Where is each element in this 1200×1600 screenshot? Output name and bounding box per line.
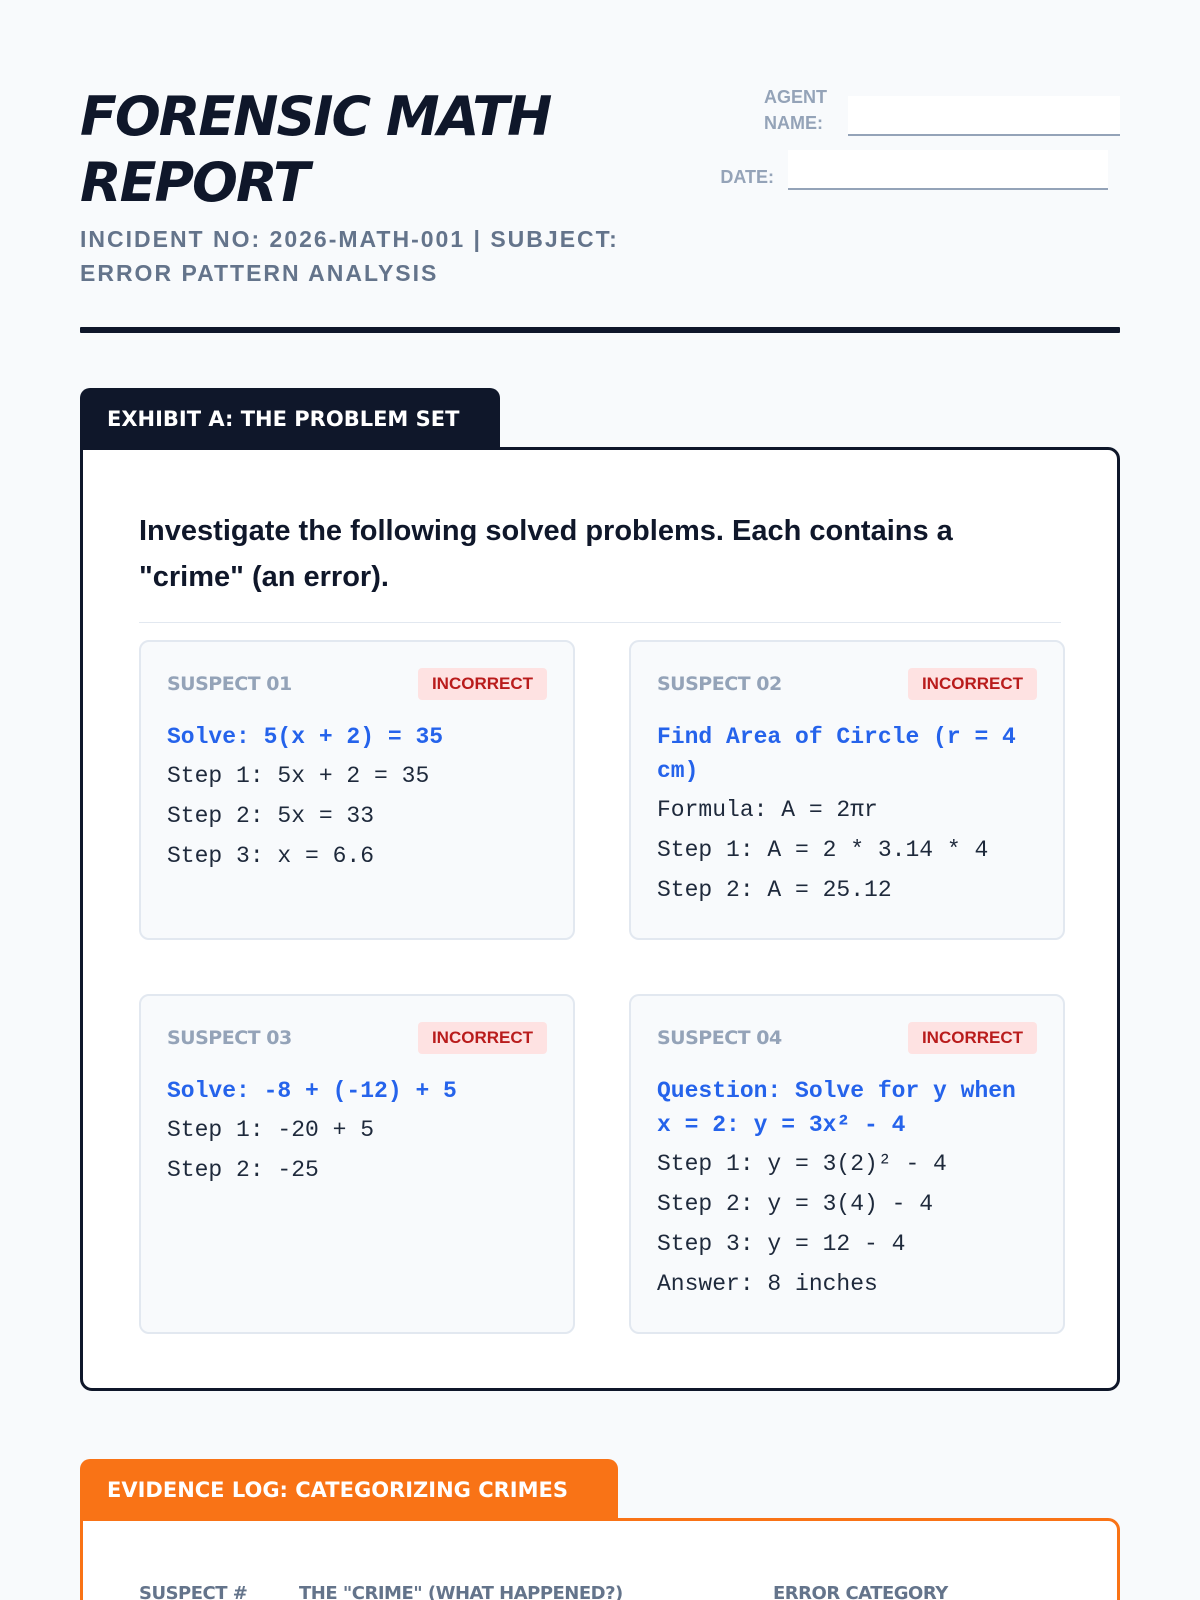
header-divider [80, 327, 1120, 333]
report-title: FORENSIC MATH REPORT [80, 85, 551, 214]
suspect-id: SUSPECT 04 [657, 1027, 782, 1049]
agent-name-row [700, 84, 1120, 136]
exhibit-a-panel [80, 447, 1120, 1391]
solution-step: Answer: 8 inches [657, 1271, 878, 1297]
card-header [167, 668, 547, 700]
incorrect-badge: INCORRECT [908, 668, 1037, 700]
solution-step: Step 2: A = 25.12 [657, 877, 892, 903]
solution-step: Step 2: 5x = 33 [167, 803, 375, 829]
column-header-suspect: SUSPECT # [139, 1583, 248, 1600]
evidence-log-panel [80, 1518, 1120, 1600]
date-input[interactable] [788, 150, 1108, 190]
suspect-id: SUSPECT 01 [167, 673, 292, 695]
incorrect-badge: INCORRECT [418, 1022, 547, 1054]
exhibit-a-tab: EXHIBIT A: THE PROBLEM SET [80, 388, 500, 450]
date-label: DATE: [720, 167, 774, 187]
card-header [657, 668, 1037, 700]
solution-step: Step 2: -25 [167, 1157, 319, 1183]
column-header-category: ERROR CATEGORY [773, 1583, 948, 1600]
problem-question: Solve: 5(x + 2) = 35 [167, 724, 444, 750]
problem-question: Solve: -8 + (-12) + 5 [167, 1078, 457, 1104]
agent-fields [700, 84, 1120, 204]
solution-step: Step 1: 5x + 2 = 35 [167, 763, 430, 789]
suspect-card-03 [139, 994, 575, 1334]
incorrect-badge: INCORRECT [418, 668, 547, 700]
problem-question: Question: Solve for y when x = 2: y = 3x² - 4 [657, 1078, 1016, 1138]
card-header [657, 1022, 1037, 1054]
suspect-grid [139, 640, 1067, 1334]
solution-step: Step 3: y = 12 - 4 [657, 1231, 906, 1257]
agent-name-input[interactable] [848, 96, 1120, 136]
solution-step: Step 1: A = 2 * 3.14 * 4 [657, 837, 989, 863]
column-header-crime: THE "CRIME" (WHAT HAPPENED?) [299, 1583, 623, 1600]
suspect-id: SUSPECT 03 [167, 1027, 292, 1049]
solution-step: Formula: A = 2πr [657, 797, 878, 823]
suspect-card-01 [139, 640, 575, 940]
evidence-table-header [139, 1583, 1067, 1600]
evidence-log-tab: EVIDENCE LOG: CATEGORIZING CRIMES [80, 1459, 618, 1521]
suspect-id: SUSPECT 02 [657, 673, 782, 695]
exhibit-a-intro: Investigate the following solved problems. Each contains a "crime" (an error). [139, 508, 1061, 623]
suspect-card-02 [629, 640, 1065, 940]
problem-question: Find Area of Circle (r = 4 cm) [657, 724, 1016, 784]
solution-step: Step 1: y = 3(2)² - 4 [657, 1151, 947, 1177]
report-subtitle: INCIDENT NO: 2026-MATH-001 | SUBJECT: ERROR PATTERN ANALYSIS [80, 226, 619, 286]
incorrect-badge: INCORRECT [908, 1022, 1037, 1054]
solution-step: Step 3: x = 6.6 [167, 843, 375, 869]
report-header [80, 84, 1120, 334]
card-header [167, 1022, 547, 1054]
date-row [700, 150, 1120, 190]
solution-step: Step 2: y = 3(4) - 4 [657, 1191, 934, 1217]
agent-name-label: AGENT NAME: [764, 87, 827, 133]
suspect-card-04 [629, 994, 1065, 1334]
solution-step: Step 1: -20 + 5 [167, 1117, 375, 1143]
